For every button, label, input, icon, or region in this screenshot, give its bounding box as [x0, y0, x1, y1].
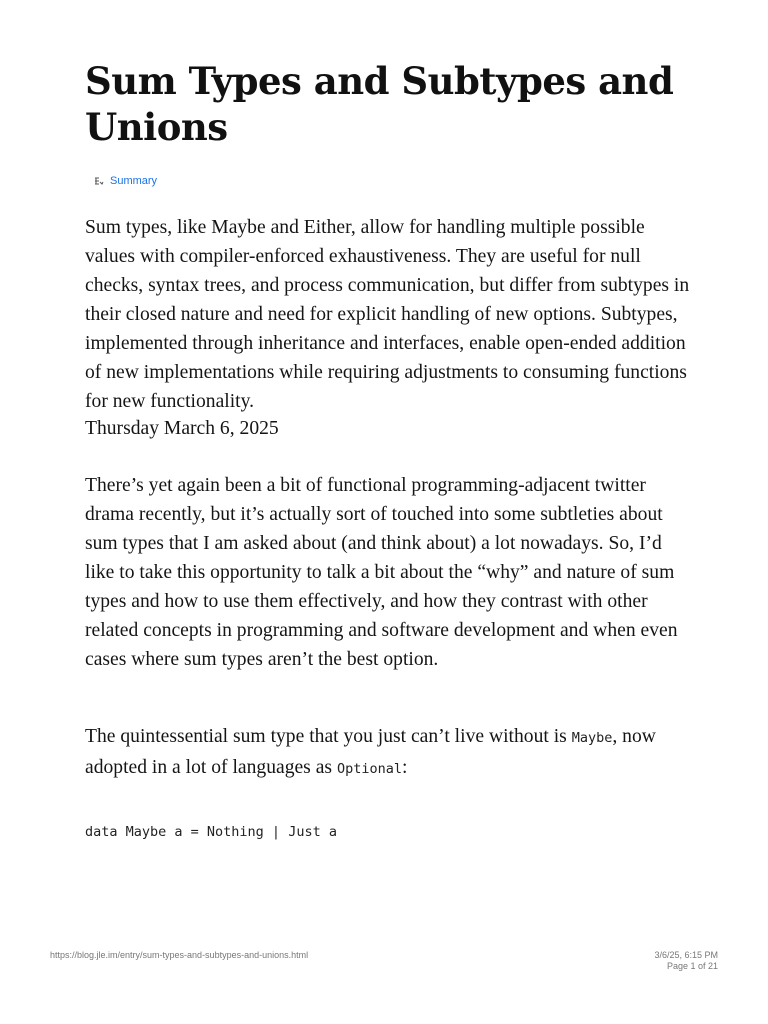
paragraph-text: The quintessential sum type that you just can’t live without is	[85, 726, 572, 747]
inline-code-optional: Optional	[336, 761, 402, 777]
code-block: data Maybe a = Nothing | Just a	[85, 824, 337, 840]
page-title: Sum Types and Subtypes and Unions	[85, 59, 674, 149]
footer-datetime: 3/6/25, 6:15 PM	[654, 950, 718, 960]
footer-meta	[654, 950, 718, 972]
summary-link-label: Summary	[110, 175, 158, 187]
footer-url: https://blog.jle.im/entry/sum-types-and-subtypes-and-unions.html	[50, 950, 309, 960]
paragraph-text: :	[401, 757, 408, 778]
inline-code-maybe: Maybe	[571, 730, 613, 746]
summary-text: Sum types, like Maybe and Either, allow for handling multiple possible values with compiler-enforced exhaustiveness. They are useful for null checks, syntax trees, and process communication, but differ from subtypes in their closed nature and need for explicit handling of new options. Subtypes, implemented through inheritance and interfaces, enable open-ended addition of new implementations while requiring adjustments to consuming functions for new functionality.	[85, 217, 690, 412]
summary-link[interactable]	[94, 175, 157, 187]
paragraph-text: , now adopted in a lot of languages as	[85, 726, 656, 778]
summary-icon	[94, 177, 104, 186]
post-date: Thursday March 6, 2025	[85, 418, 279, 439]
footer-page-number: Page 1 of 21	[666, 961, 718, 971]
body-paragraph-2	[85, 722, 690, 784]
body-paragraph-1: There’s yet again been a bit of functional programming-adjacent twitter drama recently, but it’s actually sort of touched into some subtleties about sum types that I am asked about (and think about) a lot nowadays. So, I’d like to take this opportunity to talk a bit about the “why” and nature of sum types and how to use them effectively, and how they contrast with other related concepts in programming and software development and when even cases where sum types aren’t the best option.	[85, 475, 678, 670]
